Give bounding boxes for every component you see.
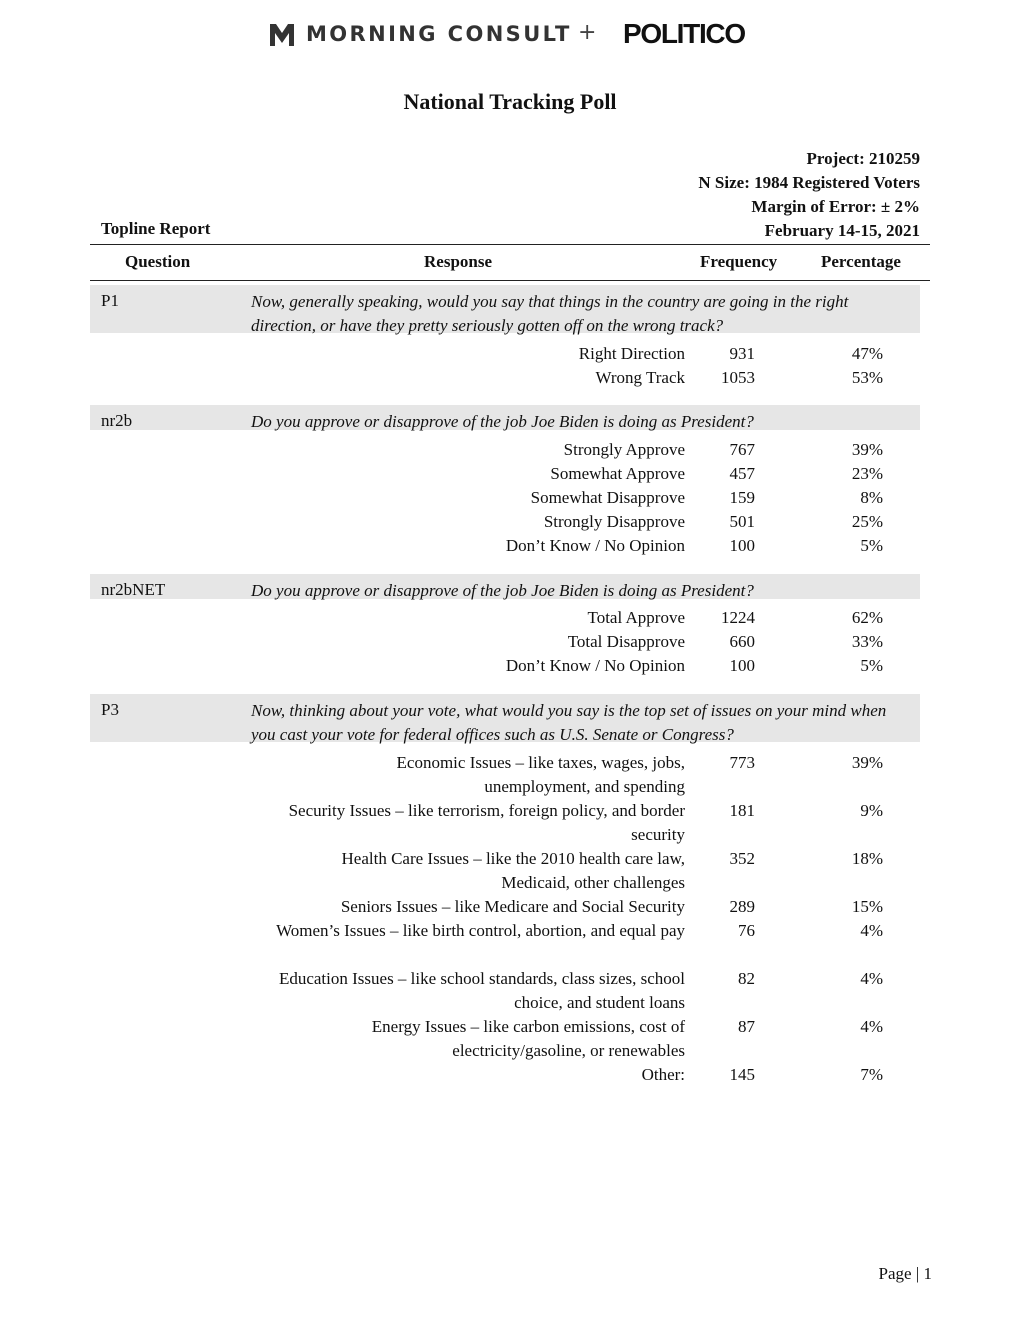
question-band <box>90 694 920 742</box>
response-frequency: 457 <box>729 464 755 483</box>
response-percentage: 18% <box>851 849 883 868</box>
response-label: Health Care Issues – like the 2010 health care law, Medicaid, other challenges <box>341 849 685 892</box>
question-code: P3 <box>101 700 119 719</box>
response-label: Security Issues – like terrorism, foreign policy, and border security <box>288 801 685 844</box>
response-percentage: 15% <box>851 897 883 916</box>
header-logos <box>0 18 1020 54</box>
response-label: Women’s Issues – like birth control, abortion, and equal pay <box>276 921 685 940</box>
response-percentage: 5% <box>860 656 883 675</box>
response-label: Total Disapprove <box>567 632 685 651</box>
column-header-question: Question <box>125 252 191 271</box>
response-frequency: 767 <box>729 440 755 459</box>
response-percentage: 25% <box>851 512 883 531</box>
response-label: Strongly Disapprove <box>543 512 685 531</box>
response-percentage: 5% <box>860 536 883 555</box>
question-text: Do you approve or disapprove of the job Joe Biden is doing as President? <box>251 581 754 600</box>
response-label: Energy Issues – like carbon emissions, cost of electricity/gasoline, or renewables <box>371 1017 685 1060</box>
response-label: Seniors Issues – like Medicare and Social Security <box>340 897 685 916</box>
header-rule-bottom <box>90 280 930 281</box>
response-percentage: 33% <box>851 632 883 651</box>
response-label: Total Approve <box>587 608 685 627</box>
question-band <box>90 574 920 599</box>
response-label: Other: <box>641 1065 685 1084</box>
poll-date: February 14-15, 2021 <box>764 221 920 240</box>
response-label: Education Issues – like school standards, class sizes, school choice, and student loans <box>278 969 685 1012</box>
report-type: Topline Report <box>101 219 211 238</box>
response-frequency: 1053 <box>721 368 755 387</box>
margin-of-error: Margin of Error: ± 2% <box>751 197 920 216</box>
response-percentage: 39% <box>851 753 883 772</box>
question-band <box>90 405 920 430</box>
column-header-response: Response <box>424 252 493 271</box>
response-label: Strongly Approve <box>563 440 685 459</box>
page-number: Page | 1 <box>878 1264 932 1283</box>
response-percentage: 9% <box>860 801 883 820</box>
response-percentage: 47% <box>851 344 883 363</box>
response-frequency: 660 <box>729 632 755 651</box>
response-frequency: 352 <box>729 849 755 868</box>
response-label: Somewhat Approve <box>550 464 685 483</box>
response-frequency: 181 <box>729 801 755 820</box>
response-frequency: 773 <box>729 753 755 772</box>
morning-consult-wordmark: MORNING CONSULT <box>306 22 572 46</box>
response-frequency: 100 <box>729 656 755 675</box>
column-header-frequency: Frequency <box>700 252 778 271</box>
response-frequency: 100 <box>729 536 755 555</box>
n-size: N Size: 1984 Registered Voters <box>698 173 920 192</box>
question-code: nr2bNET <box>101 580 166 599</box>
response-label: Don’t Know / No Opinion <box>505 536 685 555</box>
response-percentage: 4% <box>860 969 883 988</box>
response-label: Right Direction <box>578 344 685 363</box>
response-frequency: 1224 <box>721 608 755 627</box>
response-frequency: 87 <box>738 1017 755 1036</box>
page-title: National Tracking Poll <box>403 89 617 114</box>
plus-sign: + <box>578 20 597 45</box>
question-band <box>90 285 920 333</box>
response-frequency: 76 <box>738 921 755 940</box>
response-percentage: 53% <box>851 368 883 387</box>
morning-consult-logo-icon <box>270 24 294 46</box>
response-percentage: 23% <box>851 464 883 483</box>
project-id: Project: 210259 <box>806 149 920 168</box>
response-label: Wrong Track <box>595 368 685 387</box>
question-code: P1 <box>101 291 119 310</box>
response-percentage: 4% <box>860 921 883 940</box>
response-percentage: 8% <box>860 488 883 507</box>
response-frequency: 82 <box>738 969 755 988</box>
response-percentage: 39% <box>851 440 883 459</box>
politico-wordmark: POLITICO <box>623 18 745 49</box>
question-text: Now, generally speaking, would you say that things in the country are going in the right direction, or have they pretty seriously gotten off on the wrong track? <box>251 292 849 335</box>
response-label: Economic Issues – like taxes, wages, jobs, unemployment, and spending <box>396 753 685 796</box>
response-percentage: 4% <box>860 1017 883 1036</box>
response-percentage: 62% <box>851 608 883 627</box>
response-frequency: 159 <box>729 488 755 507</box>
column-header-percentage: Percentage <box>821 252 901 271</box>
question-code: nr2b <box>101 411 133 430</box>
response-frequency: 931 <box>729 344 755 363</box>
response-frequency: 501 <box>729 512 755 531</box>
response-frequency: 289 <box>729 897 755 916</box>
question-text: Do you approve or disapprove of the job Joe Biden is doing as President? <box>251 412 754 431</box>
response-frequency: 145 <box>729 1065 755 1084</box>
header-rule-top <box>90 244 930 245</box>
response-percentage: 7% <box>860 1065 883 1084</box>
question-text: Now, thinking about your vote, what would you say is the top set of issues on your mind when you cast your vote for federal offices such as U.S. Senate or Congress? <box>251 701 887 744</box>
response-label: Don’t Know / No Opinion <box>505 656 685 675</box>
response-label: Somewhat Disapprove <box>530 488 685 507</box>
